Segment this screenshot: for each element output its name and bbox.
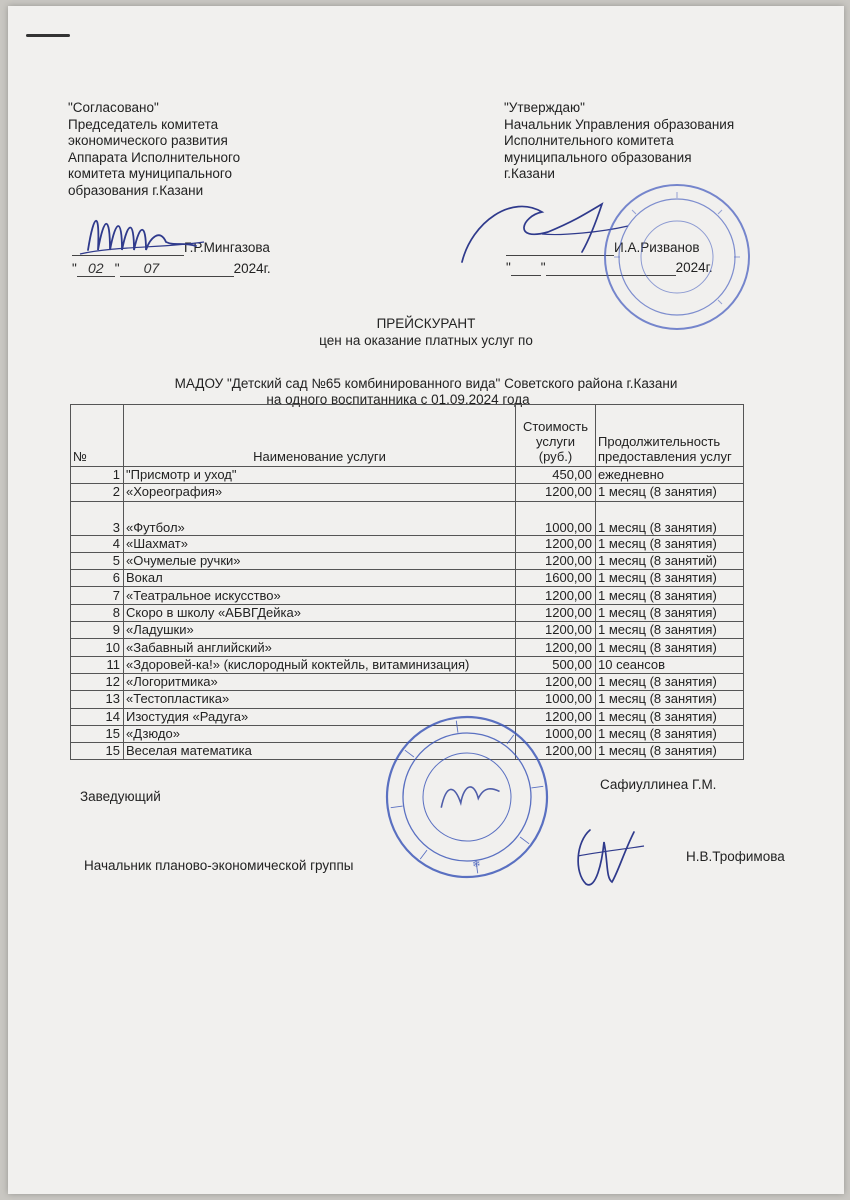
row-name: Скоро в школу «АБВГДейка» [124,604,516,621]
row-num: 15 [71,725,124,742]
table-row [71,587,744,604]
row-cost: 1200,00 [516,587,596,604]
row-num: 8 [71,604,124,621]
table-header-row [71,405,744,467]
table-row [71,673,744,690]
row-cost: 1000,00 [516,501,596,535]
scan-mark [26,34,70,37]
right-approval-line: Исполнительного комитета [504,133,674,149]
row-duration: 1 месяц (8 занятия) [596,535,744,552]
organization-seal [382,712,552,882]
row-num: 15 [71,743,124,760]
row-duration: 1 месяц (8 занятия) [596,673,744,690]
svg-text:❄: ❄ [471,858,482,871]
row-name: «Логоритмика» [124,673,516,690]
table-row [71,639,744,656]
table-row [71,552,744,569]
row-duration: 1 месяц (8 занятия) [596,725,744,742]
right-date-year: 2024г. [675,260,713,275]
row-num: 14 [71,708,124,725]
planner-name: Н.В.Трофимова [686,849,785,864]
row-num: 12 [71,673,124,690]
organization-name: МАДОУ "Детский сад №65 комбинированного вида" Советского района г.Казани [174,376,678,391]
row-num: 7 [71,587,124,604]
left-approval-line: Аппарата Исполнительного [68,149,241,165]
row-name: «Тестопластика» [124,691,516,708]
row-name: «Забавный английский» [124,639,516,656]
left-handwritten-signature [74,202,214,272]
row-cost: 1200,00 [516,604,596,621]
right-date-line: " " 2024г. [506,260,713,275]
head-name: Сафиуллинеа Г.М. [600,777,717,792]
left-date-day: 02 [77,260,115,277]
table-row [71,691,744,708]
row-cost: 1200,00 [516,743,596,760]
row-name: «Шахмат» [124,535,516,552]
row-cost: 1600,00 [516,570,596,587]
right-approval-line: г.Казани [504,166,555,182]
table-row [71,501,744,535]
table-row [71,467,744,484]
price-basis: на одного воспитанника с 01.09.2024 года [266,392,530,407]
row-name: "Присмотр и уход" [124,467,516,484]
row-duration: 1 месяц (8 занятия) [596,604,744,621]
row-cost: 450,00 [516,467,596,484]
planner-handwritten-signature [568,822,648,892]
row-name: Веселая математика [124,743,516,760]
document-page [8,6,844,1194]
row-cost: 1200,00 [516,622,596,639]
row-name: «Очумелые ручки» [124,552,516,569]
row-cost: 1200,00 [516,708,596,725]
row-cost: 1200,00 [516,552,596,569]
row-duration: 1 месяц (8 занятия) [596,501,744,535]
row-num: 13 [71,691,124,708]
row-duration: 1 месяц (8 занятий) [596,552,744,569]
row-num: 11 [71,656,124,673]
header-cost: Стоимость услуги (руб.) [516,405,596,467]
row-num: 5 [71,552,124,569]
left-date-line: " 02 " 07 2024г. [72,260,271,276]
row-cost: 1200,00 [516,673,596,690]
left-approval-line: образования г.Казани [68,182,204,198]
right-approval-line: Начальник Управления образования [504,116,735,132]
row-num: 1 [71,467,124,484]
row-name: «Здоровей-ка!» (кислородный коктейль, витаминизация) [124,656,516,673]
table-row [71,570,744,587]
approval-stamp [602,182,752,332]
header-name: Наименование услуги [124,405,516,467]
row-num: 10 [71,639,124,656]
row-cost: 1000,00 [516,725,596,742]
row-num: 4 [71,535,124,552]
row-name: «Футбол» [124,501,516,535]
left-approval-line: комитета муниципального [68,166,233,182]
row-duration: 1 месяц (8 занятия) [596,708,744,725]
row-num: 6 [71,570,124,587]
table-row [71,604,744,621]
planner-title: Начальник планово-экономической группы [84,858,354,873]
document-subheading: цен на оказание платных услуг по [319,333,533,348]
right-approval-line: "Утверждаю" [504,100,585,115]
row-duration: 1 месяц (8 занятия) [596,587,744,604]
row-name: Вокал [124,570,516,587]
table-row [71,484,744,501]
row-name: «Театральное искусство» [124,587,516,604]
table-row [71,622,744,639]
row-duration: 10 сеансов [596,656,744,673]
header-duration: Продолжительность предоставления услуг [596,405,744,467]
table-row [71,656,744,673]
document-heading: ПРЕЙСКУРАНТ [376,316,476,331]
row-name: «Ладушки» [124,622,516,639]
row-name: Изостудия «Радуга» [124,708,516,725]
row-cost: 500,00 [516,656,596,673]
left-approval-line: "Согласовано" [68,100,159,115]
table-row [71,535,744,552]
row-cost: 1200,00 [516,535,596,552]
right-signatory: И.А.Ризванов [614,240,700,255]
left-approval-block [68,100,240,200]
row-duration: 1 месяц (8 занятия) [596,743,744,760]
row-cost: 1200,00 [516,639,596,656]
row-cost: 1200,00 [516,484,596,501]
head-title: Заведующий [80,789,161,804]
price-table [70,404,744,760]
row-num: 9 [71,622,124,639]
row-duration: ежедневно [596,467,744,484]
row-cost: 1000,00 [516,691,596,708]
row-duration: 1 месяц (8 занятия) [596,622,744,639]
row-num: 3 [71,501,124,535]
row-name: «Дзюдо» [124,725,516,742]
right-approval-line: муниципального образования [504,149,692,165]
row-duration: 1 месяц (8 занятия) [596,639,744,656]
row-duration: 1 месяц (8 занятия) [596,484,744,501]
left-approval-line: Председатель комитета [68,116,219,132]
header-num: № [71,405,124,467]
left-signatory: Г.Р.Мингазова [184,240,270,255]
row-name: «Хореография» [124,484,516,501]
row-num: 2 [71,484,124,501]
row-duration: 1 месяц (8 занятия) [596,691,744,708]
right-approval-block [504,100,734,183]
row-duration: 1 месяц (8 занятия) [596,570,744,587]
left-approval-line: экономического развития [68,133,228,149]
left-date-year: 2024г. [233,261,271,276]
left-date-month: 07 [144,260,234,277]
